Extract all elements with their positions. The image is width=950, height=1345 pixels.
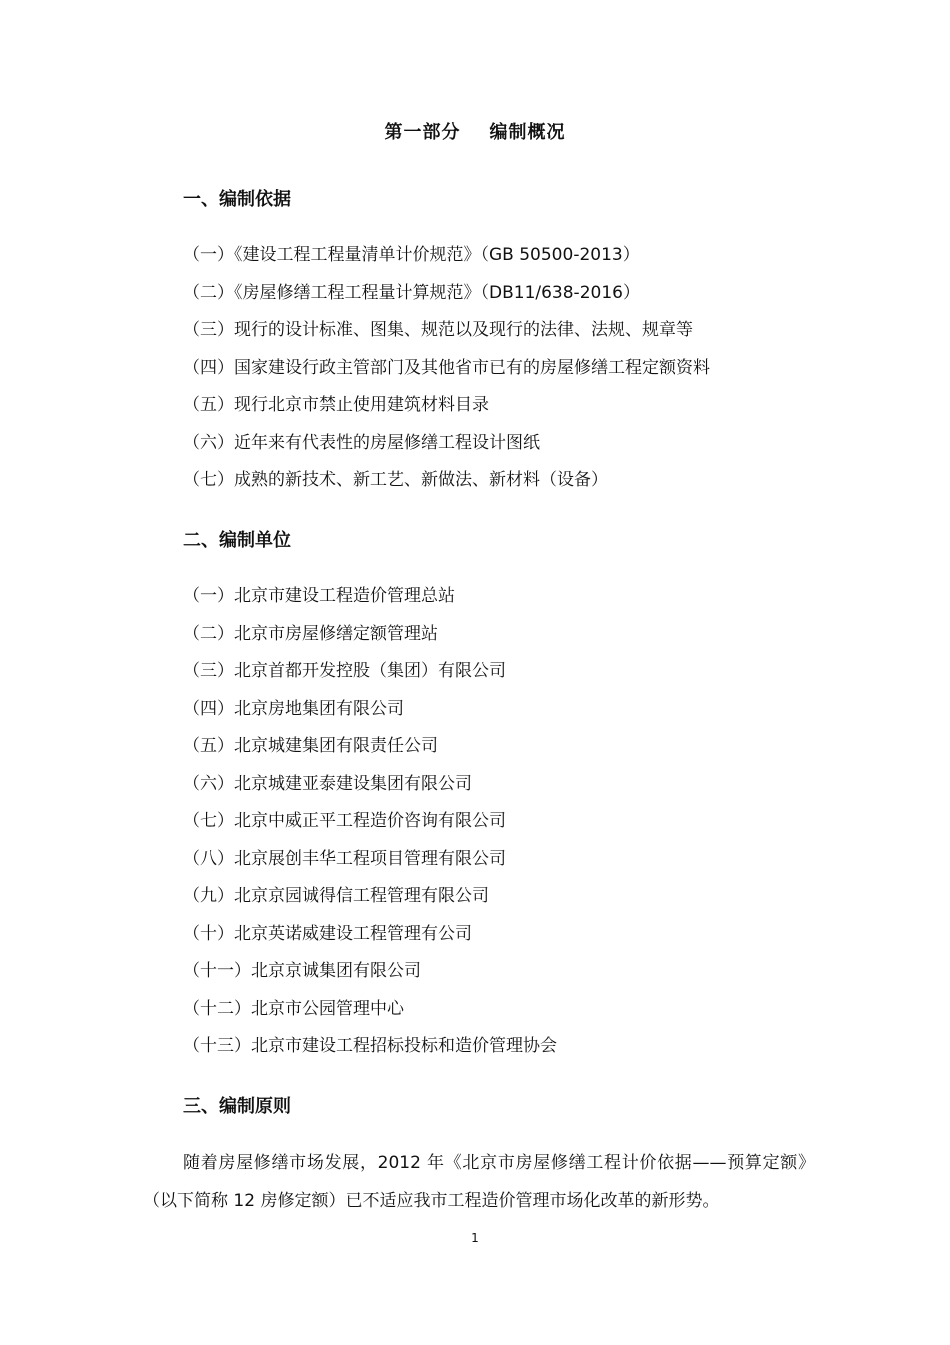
list-item: （十三）北京市建设工程招标投标和造价管理协会	[183, 1036, 557, 1056]
list-item: （四）国家建设行政主管部门及其他省市已有的房屋修缮工程定额资料	[183, 357, 710, 378]
page-title: 第一部分 编制概况	[384, 122, 566, 143]
list-item: （五）北京城建集团有限责任公司	[183, 736, 438, 756]
list-item: （六）近年来有代表性的房屋修缮工程设计图纸	[183, 432, 540, 453]
list-item: （七）北京中威正平工程造价咨询有限公司	[183, 811, 506, 831]
basis-list	[183, 240, 710, 503]
page-number: 1	[471, 1231, 479, 1245]
list-item: （二）北京市房屋修缮定额管理站	[183, 623, 438, 644]
list-item: （三）北京首都开发控股（集团）有限公司	[183, 661, 506, 681]
list-item: （二）《房屋修缮工程工程量计算规范》（DB11/638-2016）	[183, 282, 640, 303]
section-heading-units: 二、编制单位	[183, 530, 291, 551]
principles-paragraph: 随着房屋修缮市场发展，2012 年《北京市房屋修缮工程计价依据——预算定额》（以下简称 12 房修定额）已不适应我市工程造价管理市场化改革的新形势。	[143, 1153, 815, 1211]
list-item: （五）现行北京市禁止使用建筑材料目录	[183, 395, 489, 415]
list-item: （十）北京英诺威建设工程管理有公司	[183, 923, 472, 944]
list-item: （一）《建设工程工程量清单计价规范》（GB 50500-2013）	[183, 245, 640, 265]
list-item: （十二）北京市公园管理中心	[183, 998, 404, 1019]
list-item: （六）北京城建亚泰建设集团有限公司	[183, 773, 472, 794]
list-item: （一）北京市建设工程造价管理总站	[183, 586, 455, 606]
list-item: （十一）北京京诚集团有限公司	[183, 961, 421, 981]
list-item: （三）现行的设计标准、图集、规范以及现行的法律、法规、规章等	[183, 320, 693, 340]
list-item: （七）成熟的新技术、新工艺、新做法、新材料（设备）	[183, 470, 608, 490]
section-heading-basis: 一、编制依据	[183, 189, 291, 210]
units-list	[183, 581, 557, 1069]
list-item: （八）北京展创丰华工程项目管理有限公司	[183, 848, 506, 869]
list-item: （四）北京房地集团有限公司	[183, 698, 404, 719]
section-heading-principles: 三、编制原则	[183, 1096, 291, 1117]
list-item: （九）北京京园诚得信工程管理有限公司	[183, 886, 489, 906]
